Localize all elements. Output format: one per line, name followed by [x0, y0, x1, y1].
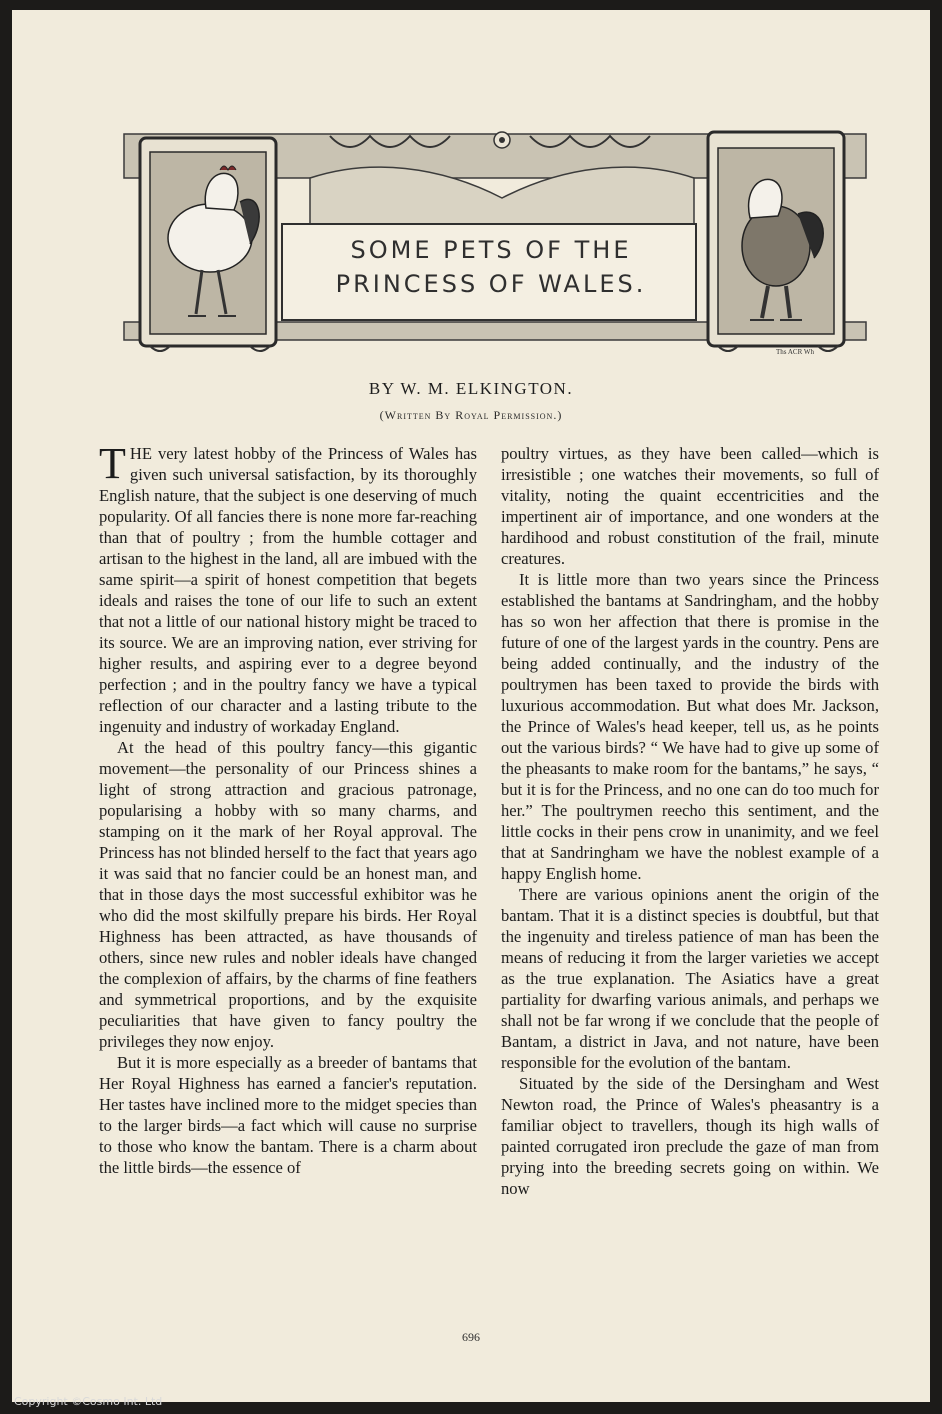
paragraph: Situated by the side of the Dersingham and West Newton road, the Prince of Wales's pheasantry is a familiar object to travellers, though its high walls of painted corrugated iron preclude the gaze of man from prying into the breeding secrets going on within. We now [501, 1074, 879, 1198]
magazine-page [12, 10, 930, 1402]
copyright-notice: Copyright ©Cosmo Int. Ltd [14, 1395, 163, 1408]
byline: BY W. M. ELKINGTON. [368, 379, 574, 398]
paragraph: At the head of this poultry fancy—this gigantic movement—the personality of our Princess shines a light of strong attraction and gracious patronage, popularising a hobby with so many charms, and stamping on it the mark of her Royal approval. The Princess has not blinded herself to the fact that years ago it was said that no fancier could be an honest man, and that in those days the most successful exhibitor was he who did the most skilfully prepare his birds. Her Royal Highness has been attracted, as have thousands of others, since new rules and nobler ideals have changed the complexion of affairs, by the charms of fine feathers and symmetrical proportions, and by the exquisite peculiarities that have given to fancy poultry the privileges they now enjoy. [99, 738, 477, 1051]
right-column [501, 443, 879, 1199]
permission-note: (Written By Royal Permission.) [379, 408, 563, 422]
title-line-1: SOME PETS OF THE [350, 236, 632, 264]
article-title [302, 234, 680, 301]
paragraph: It is little more than two years since the Princess established the bantams at Sandringham, and the hobby has so won her affection that there is promise in the future of one of the largest yards in the country. Pens are being added continually, and the industry of the poultrymen has been taxed to provide the birds with luxurious accommodation. But what does Mr. Jackson, the Prince of Wales's head keeper, tell us, as he points out the various birds? “ We have had to give up some of the pheasants to make room for the bantams,” he says, “ but it is for the Princess, and no one can do too much for her.” The poultrymen reecho this sentiment, and the little cocks in their pens crow in unanimity, and we feel that at Sandringham we have the noblest example of a happy English home. [501, 570, 879, 883]
left-column [99, 439, 477, 1178]
page-number: 696 [462, 1330, 480, 1344]
paragraph: There are various opinions anent the origin of the bantam. That it is a distinct species is doubtful, but that the ingenuity and tireless patience of man has been the means of reducing it from the larger varieties we accept as the true explanation. The Asiatics have a great partiality for dwarfing various animals, and perhaps we shall not be far wrong if we conclude that the people of Bantam, a district in Java, and not nature, have been responsible for the evolution of the bantam. [501, 885, 879, 1072]
title-line-2: PRINCESS OF WALES. [335, 269, 647, 298]
paragraph: poultry virtues, as they have been called—which is irresistible ; one watches their movements, so full of vitality, noting the quaint eccentricities and the impertinent air of importance, and one wonders at the hardihood and robust constitution of the frail, minute creatures. [501, 444, 879, 568]
paragraph: But it is more especially as a breeder of bantams that Her Royal Highness has earned a fancier's reputation. Her tastes have inclined more to the midget species than to the larger birds—a fact which will cause no surprise to those who know the bantam. There is a charm about the little birds—the essence of [99, 1053, 477, 1177]
drop-cap: T [99, 439, 126, 488]
paragraph: THE very latest hobby of the Princess of Wales has given such universal satisfaction, by its thoroughly English nature, that the subject is one deserving of much popularity. Of all fancies there is none more far-reaching than that of poultry ; from the humble cottager and artisan to the highest in the land, all are imbued with the same spirit—a spirit of honest competition that begets ideals and raises the tone of our life to such an extent that not a little of our national history might be traced to its source. We are an improving nation, ever striving for higher results, and aspiring ever to a degree beyond perfection ; and in the poultry fancy we have a typical reflection of our character and a lasting tribute to the ingenuity and industry of workaday England. [99, 439, 477, 736]
artist-signature: Ths ACR Wh [776, 348, 814, 356]
